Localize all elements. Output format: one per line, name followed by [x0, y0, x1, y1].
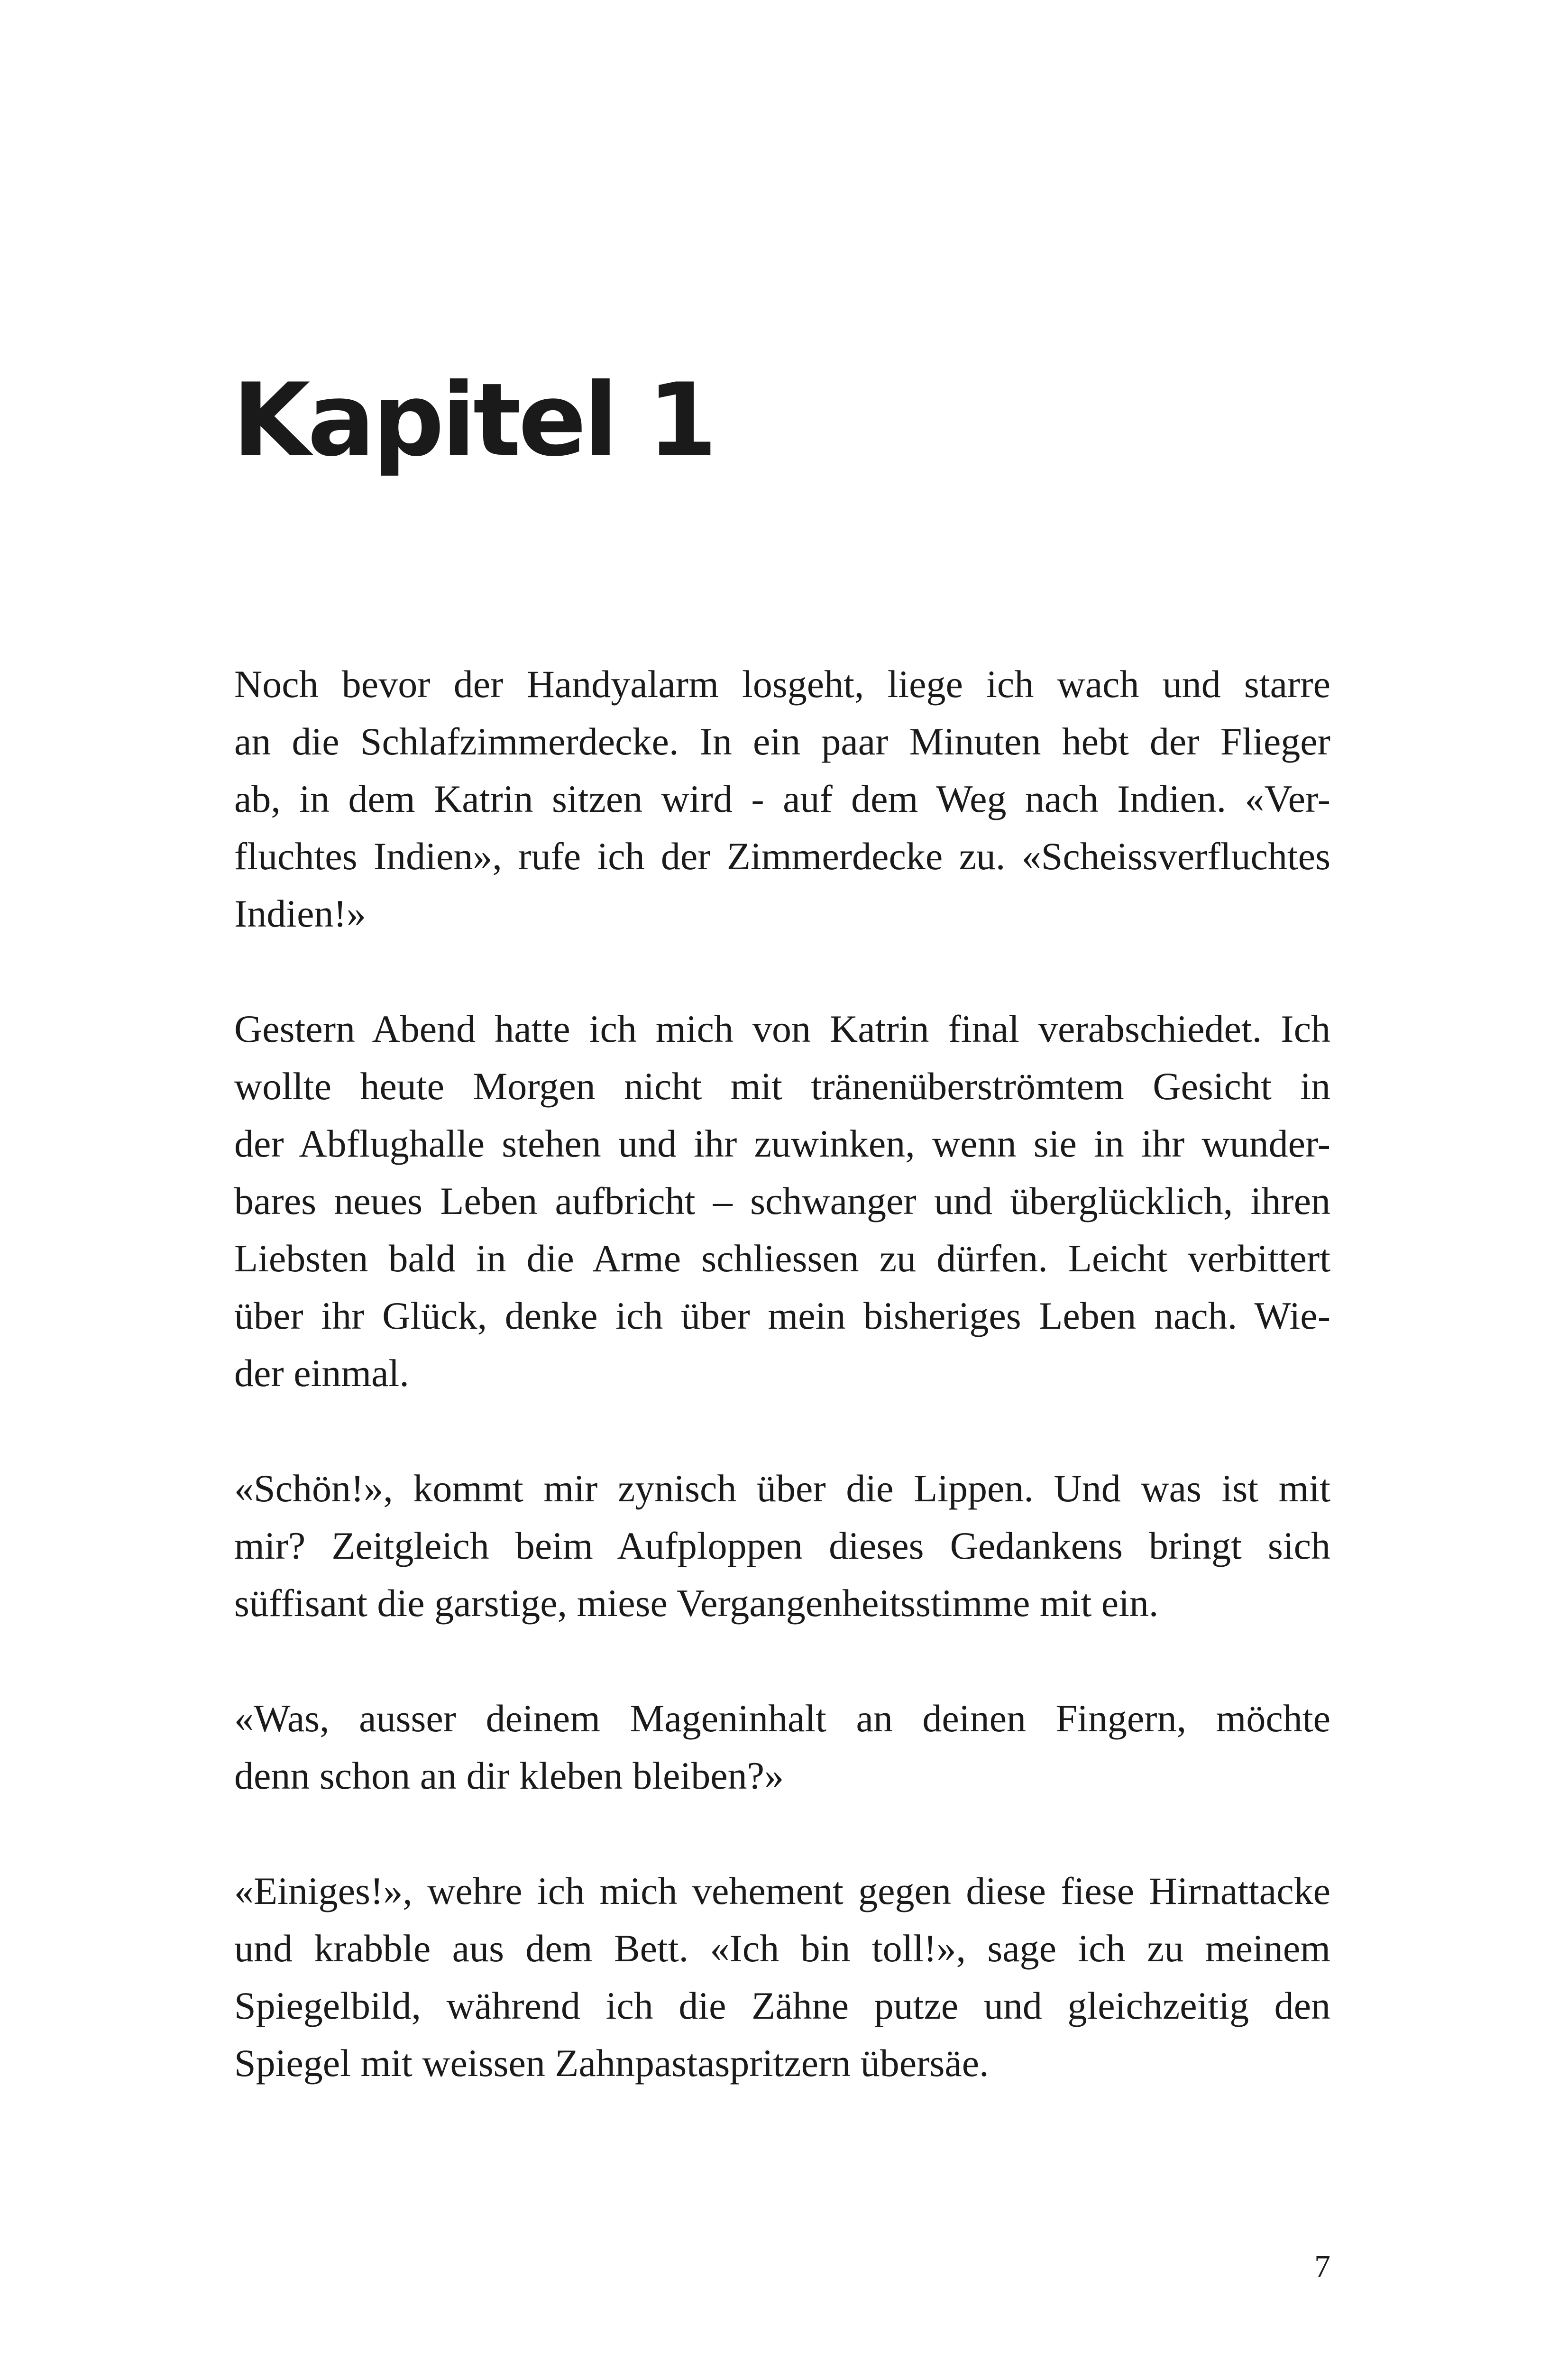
chapter-title: Kapitel 1 — [232, 361, 715, 478]
text-line: «Schön!», kommt mir zynisch über die Lippen. Und was ist mit — [234, 1467, 1330, 1510]
text-line: und krabble aus dem Bett. «Ich bin toll!», sage ich zu meinem — [234, 1927, 1330, 1970]
text-line: süffisant die garstige, miese Vergangenheitsstimme mit ein. — [234, 1581, 1159, 1625]
text-line: an die Schlafzimmerdecke. In ein paar Minuten hebt der Flieger — [234, 720, 1330, 763]
text-line: über ihr Glück, denke ich über mein bisheriges Leben nach. Wie- — [234, 1294, 1330, 1337]
text-line: mir? Zeitgleich beim Aufploppen dieses Gedankens bringt sich — [234, 1524, 1330, 1567]
text-line: der einmal. — [234, 1351, 409, 1395]
text-line: «Was, ausser deinem Mageninhalt an deinen Fingern, möchte — [234, 1697, 1330, 1740]
text-line: «Einiges!», wehre ich mich vehement gegen diese fiese Hirnattacke — [234, 1869, 1330, 1912]
paragraph-1 — [234, 655, 1330, 942]
text-line: denn schon an dir kleben bleiben?» — [234, 1754, 784, 1797]
text-line: bares neues Leben aufbricht – schwanger und überglücklich, ihren — [234, 1179, 1330, 1222]
paragraph-3 — [234, 1460, 1330, 1632]
text-line: ab, in dem Katrin sitzen wird - auf dem Weg nach Indien. «Ver- — [234, 777, 1330, 820]
text-line: Spiegel mit weissen Zahnpastaspritzern übersäe. — [234, 2041, 989, 2085]
text-line: Noch bevor der Handyalarm losgeht, liege ich wach und starre — [234, 662, 1330, 706]
chapter-body — [234, 655, 1330, 2150]
paragraph-5 — [234, 1862, 1330, 2092]
text-line: der Abflughalle stehen und ihr zuwinken, wenn sie in ihr wunder- — [234, 1122, 1330, 1165]
paragraph-4 — [234, 1690, 1330, 1804]
text-line: Gestern Abend hatte ich mich von Katrin final verabschiedet. Ich — [234, 1007, 1330, 1050]
text-line: Indien!» — [234, 892, 366, 935]
text-line: Spiegelbild, während ich die Zähne putze und gleichzeitig den — [234, 1984, 1330, 2027]
paragraph-2 — [234, 1000, 1330, 1402]
text-line: Liebsten bald in die Arme schliessen zu dürfen. Leicht verbittert — [234, 1237, 1330, 1280]
text-line: fluchtes Indien», rufe ich der Zimmerdecke zu. «Scheissverfluchtes — [234, 835, 1330, 878]
page-number: 7 — [1314, 2248, 1330, 2284]
text-line: wollte heute Morgen nicht mit tränenüberströmtem Gesicht in — [234, 1065, 1330, 1108]
